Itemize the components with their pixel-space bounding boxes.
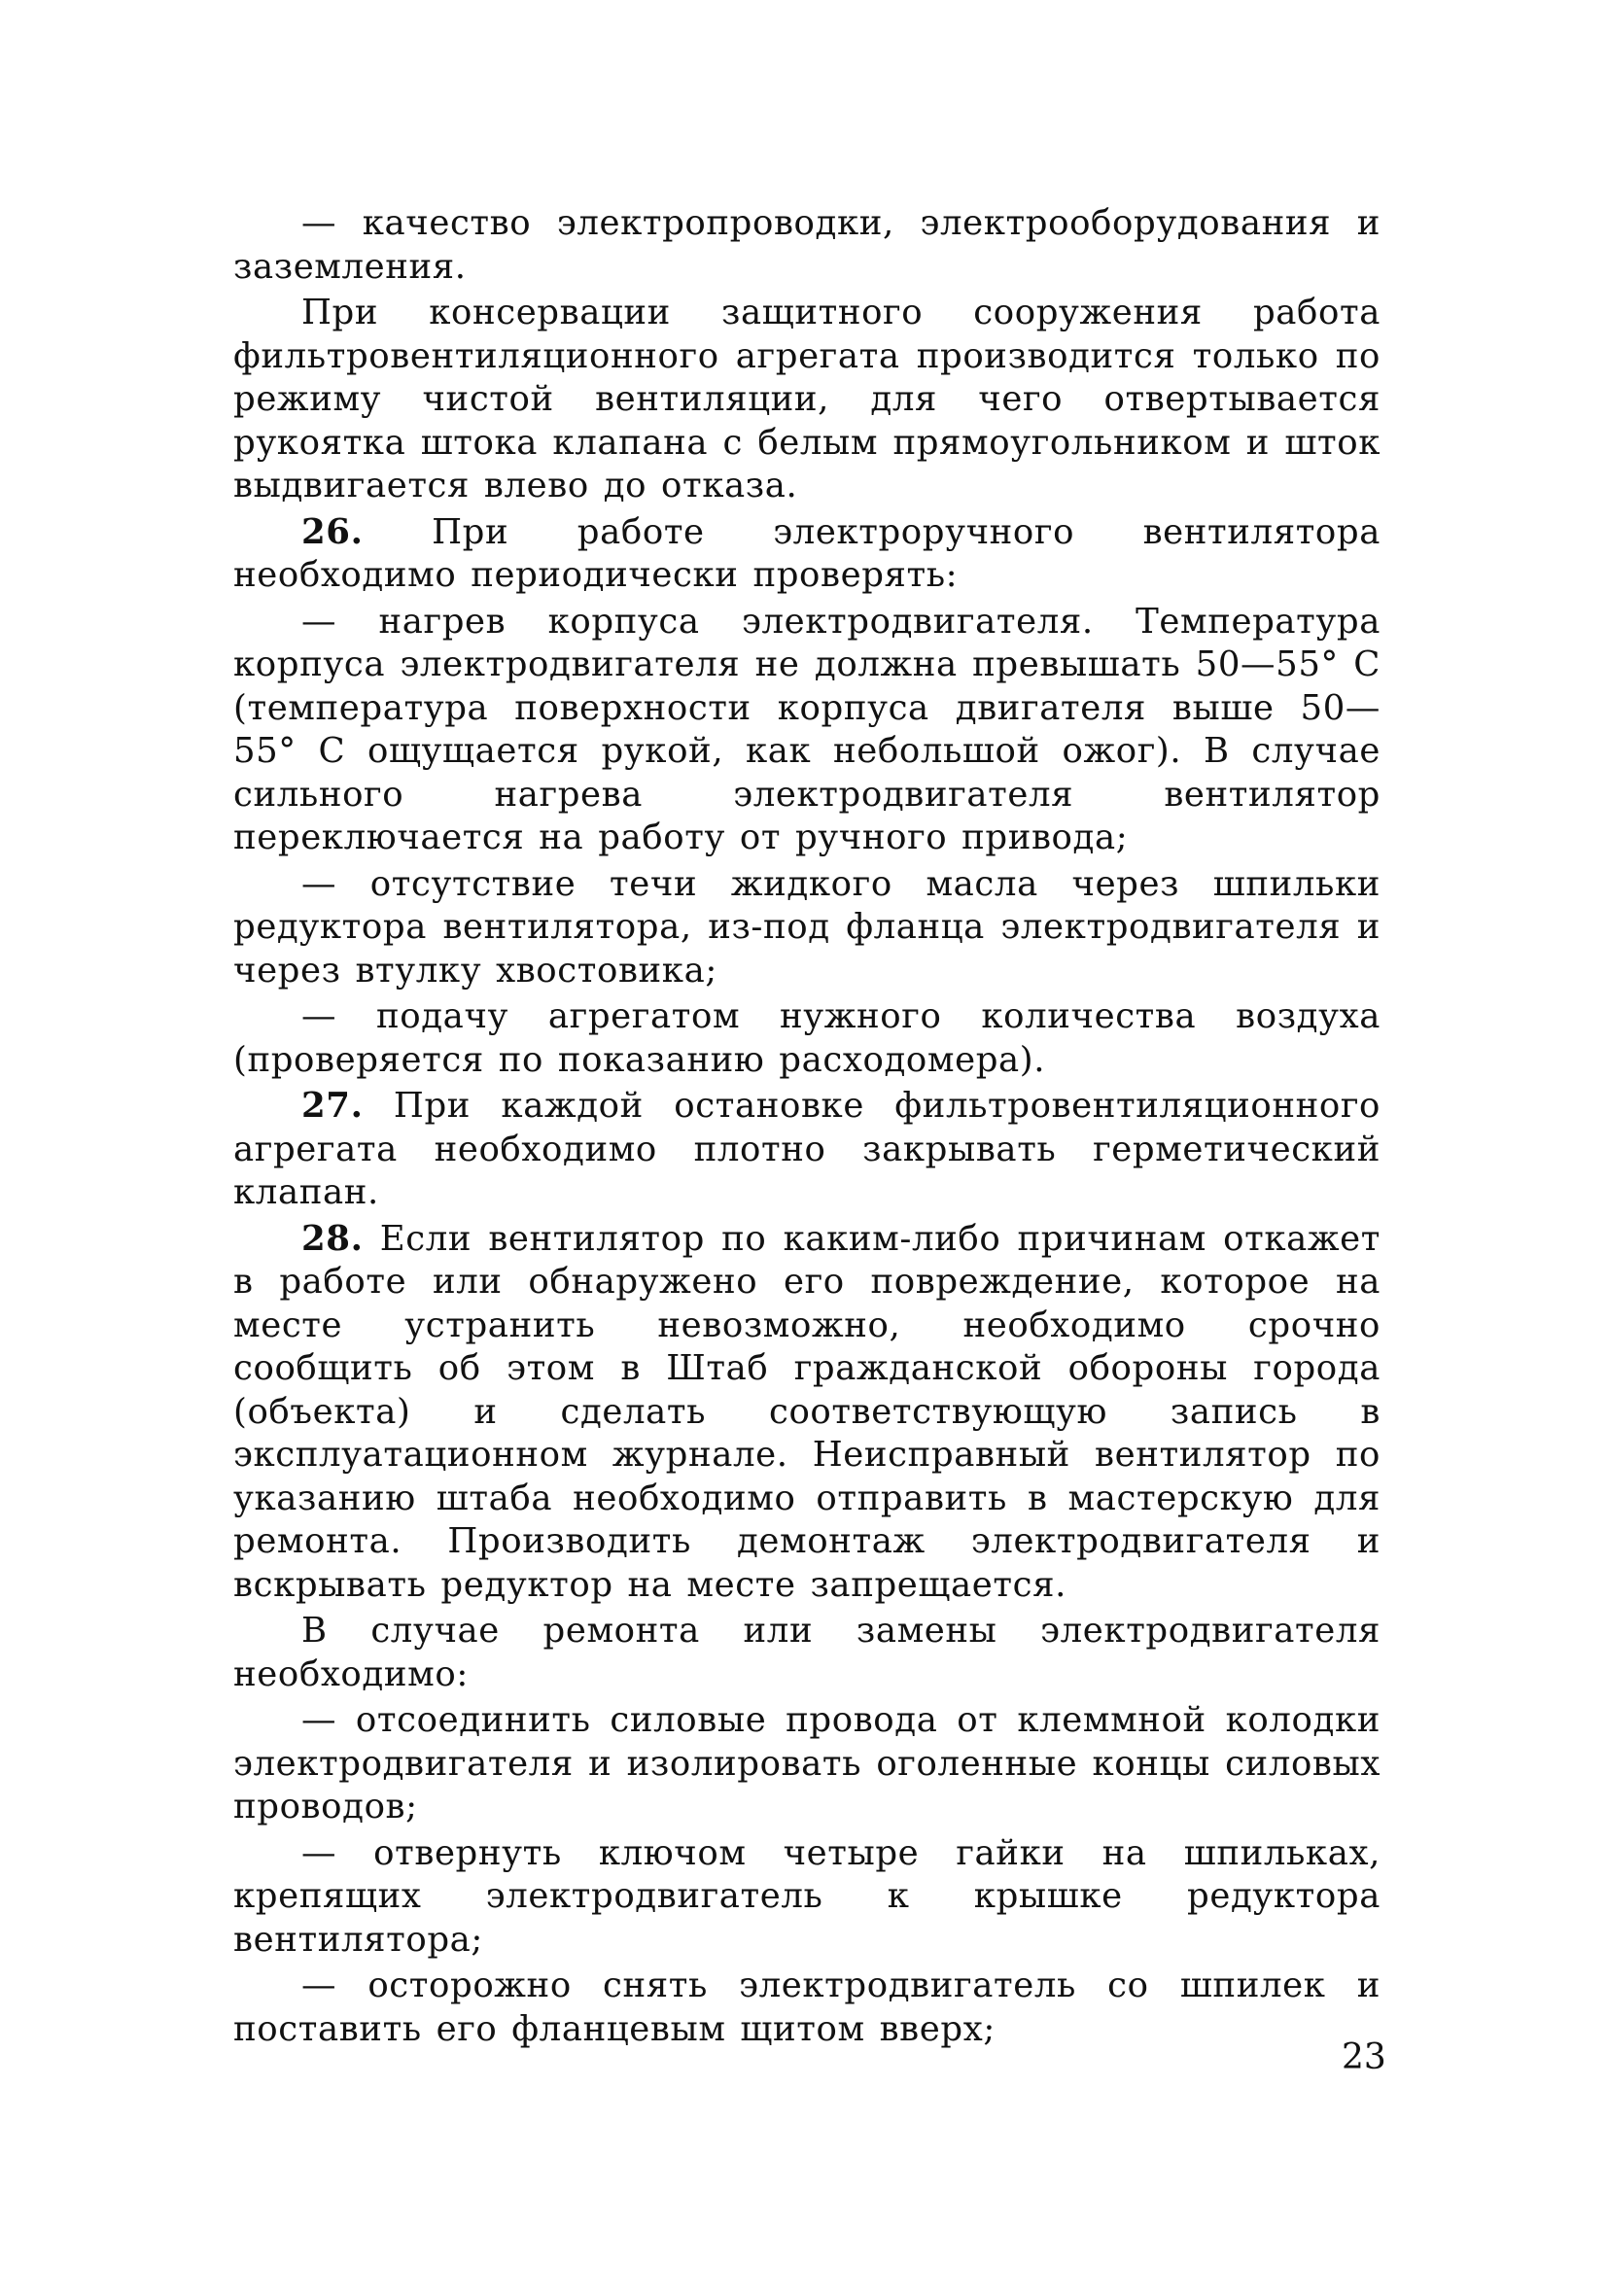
paragraph-air-supply [233, 995, 1381, 1082]
paragraph-remove-motor [233, 1965, 1381, 2051]
paragraph-text: — подачу агрегатом нужного количества воздуха (проверяется по показанию расходомера). [233, 996, 1381, 1080]
paragraph-disconnect-wires [233, 1699, 1381, 1829]
paragraph-text: — отсутствие течи жидкого масла через шпильки редуктора вентилятора, из-под фланца электродвигателя и через втулку хвостовика; [233, 863, 1381, 991]
paragraph-text: При работе электроручного вентилятора необходимо периодически проверять: [233, 511, 1381, 595]
paragraph-text: — отсоединить силовые провода от клеммной колодки электродвигателя и изолировать оголенные концы силовых проводов; [233, 1700, 1381, 1826]
item-number: 28. [301, 1218, 364, 1259]
paragraph-oil-leak [233, 863, 1381, 993]
item-number: 26. [301, 511, 364, 552]
paragraph-item-26 [233, 511, 1381, 598]
paragraph-item-28 [233, 1218, 1381, 1608]
paragraph-text: — осторожно снять электродвигатель со шпилек и поставить его фланцевым щитом вверх; [233, 1966, 1381, 2049]
item-number: 27. [301, 1086, 364, 1126]
paragraph-unscrew-nuts [233, 1832, 1381, 1963]
paragraph-text: — нагрев корпуса электродвигателя. Температура корпуса электродвигателя не должна превышать 50—55° С (температура поверхности корпуса двигателя выше 50—55° С ощущается рукой, как небольшой ожог). В случае сильного нагрева электродвигателя вентилятор переключается на работу от ручного привода; [233, 601, 1381, 857]
page-number: 23 [1342, 2037, 1386, 2077]
paragraph-text: — качество электропроводки, электрооборудования и заземления. [233, 203, 1381, 287]
paragraph-motor-heating [233, 601, 1381, 860]
paragraph-text: Если вентилятор по каким-либо причинам откажет в работе или обнаружено его повреждение, которое на месте устранить невозможно, необходимо срочно сообщить об этом в Штаб гражданской обороны города (объекта) и сделать соответствующую запись в эксплуатационном журнале. Неисправный вентилятор по указанию штаба необходимо отправить в мастерскую для ремонта. Производить демонтаж электродвигателя и вскрывать редуктор на месте запрещается. [233, 1218, 1381, 1605]
paragraph-text: — отвернуть ключом четыре гайки на шпильках, крепящих электродвигатель к крышке редуктора вентилятора; [233, 1832, 1381, 1960]
paragraph-motor-replacement [233, 1610, 1381, 1696]
paragraph-wiring-quality [233, 202, 1381, 289]
paragraph-conservation [233, 292, 1381, 508]
paragraph-text: При каждой остановке фильтровентиляционного агрегата необходимо плотно закрывать герметический клапан. [233, 1086, 1381, 1212]
paragraph-item-27 [233, 1085, 1381, 1215]
page-body [233, 202, 1381, 2054]
paragraph-text: В случае ремонта или замены электродвигателя необходимо: [233, 1611, 1381, 1694]
paragraph-text: При консервации защитного сооружения работа фильтровентиляционного агрегата производится только по режиму чистой вентиляции, для чего отвертывается рукоятка штока клапана с белым прямоугольником и шток выдвигается влево до отказа. [233, 293, 1381, 505]
